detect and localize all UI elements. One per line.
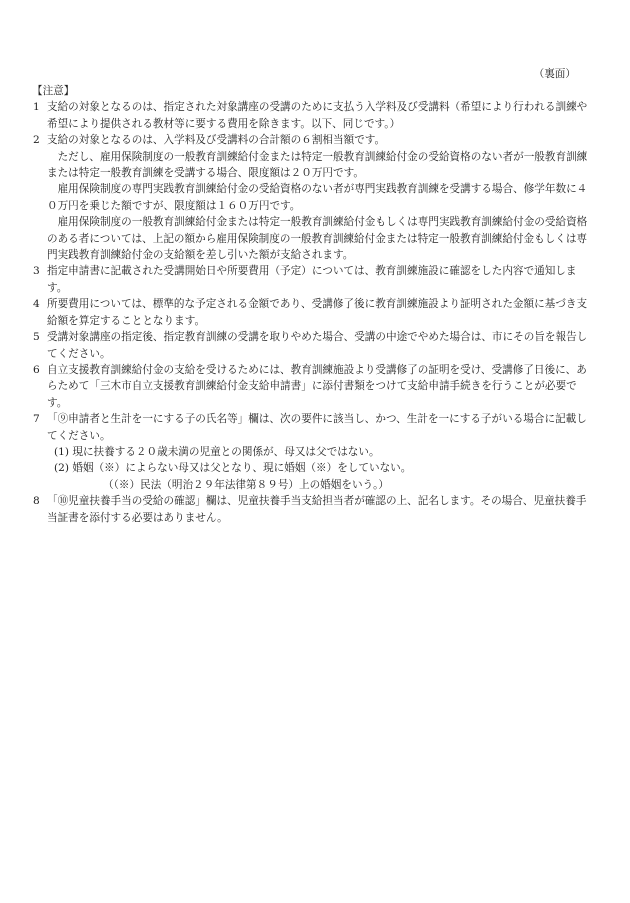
note-number: 2 <box>33 134 40 147</box>
note-number: 6 <box>33 363 40 376</box>
note-text: 「⑨申請者と生計を一にする子の氏名等」欄は、次の要件に該当し、かつ、生計を一にする子がいる場合に記載してください。 <box>47 413 587 442</box>
note-number: 1 <box>33 101 40 114</box>
note-text: 雇用保険制度の一般教育訓練給付金または特定一般教育訓練給付金もしくは専門実践教育訓練給付金の受給資格のある者については、上記の額から雇用保険制度の一般教育訓練給付金または特定一般教育訓練給付金もしくは専門実践教育訓練給付金の支給額を差し引いた額が支給されます。 <box>47 216 588 262</box>
note-sub-item: (2) 婚姻（※）によらない母又は父となり、現に婚姻（※）をしていない。 <box>54 462 412 475</box>
note-item-7 <box>32 411 592 493</box>
page-side-label: （裏面） <box>533 68 576 80</box>
notes-heading: 【注意】 <box>32 85 75 97</box>
notes-content <box>32 83 592 526</box>
note-number: 5 <box>33 331 40 344</box>
note-item-2 <box>32 132 592 263</box>
note-item-5 <box>32 329 592 362</box>
note-text: 雇用保険制度の専門実践教育訓練給付金の受給資格のない者が専門実践教育訓練を受講する場合、修学年数に４０万円を乗じた額ですが、限度額は１６０万円です。 <box>47 183 588 212</box>
note-item-6 <box>32 362 592 411</box>
note-text: 自立支援教育訓練給付金の支給を受けるためには、教育訓練施設より受講修了の証明を受け、受講修了日後に、あらためて「三木市自立支援教育訓練給付金支給申請書」に添付書類をつけて支給申請手続きを行うことが必要です。 <box>47 363 587 409</box>
note-item-4 <box>32 296 592 329</box>
note-number: 7 <box>33 413 40 426</box>
note-text: ただし、雇用保険制度の一般教育訓練給付金または特定一般教育訓練給付金の受給資格のない者が一般教育訓練または特定一般教育訓練を受講する場合、限度額は２０万円です。 <box>47 150 588 180</box>
note-number: 8 <box>33 495 40 508</box>
note-sub-item: (1) 現に扶養する２０歳未満の児童との関係が、母又は父ではない。 <box>54 445 380 458</box>
note-text: 「⑩児童扶養手当の受給の確認」欄は、児童扶養手当支給担当者が確認の上、記名します。その場合、児童扶養手当証書を添付する必要はありません。 <box>47 495 587 524</box>
note-item-8 <box>32 493 592 526</box>
note-number: 3 <box>33 265 40 278</box>
note-text: 支給の対象となるのは、指定された対象講座の受講のために支払う入学料及び受講料（希望により行われる訓練や希望により提供される教材等に要する費用を除きます。以下、同じです。） <box>47 101 588 130</box>
note-text: 受講対象講座の指定後、指定教育訓練の受講を取りやめた場合、受講の中途でやめた場合は、市にその旨を報告してください。 <box>47 331 588 360</box>
note-text: 所要費用については、標準的な予定される金額であり、受講修了後に教育訓練施設より証明された金額に基づき支給額を算定することとなります。 <box>47 298 588 327</box>
note-annotation: （（※）民法（明治２９年法律第８９号）上の婚姻をいう。） <box>103 478 390 491</box>
note-item-3 <box>32 263 592 296</box>
note-text: 支給の対象となるのは、入学料及び受講料の合計額の６割相当額です。 <box>47 134 386 147</box>
note-sub-list <box>47 444 592 477</box>
note-number: 4 <box>33 298 40 311</box>
note-item-1 <box>32 99 592 132</box>
note-text: 指定申請書に記載された受講開始日や所要費用（予定）については、教育訓練施設に確認をした内容で通知します。 <box>47 265 577 294</box>
